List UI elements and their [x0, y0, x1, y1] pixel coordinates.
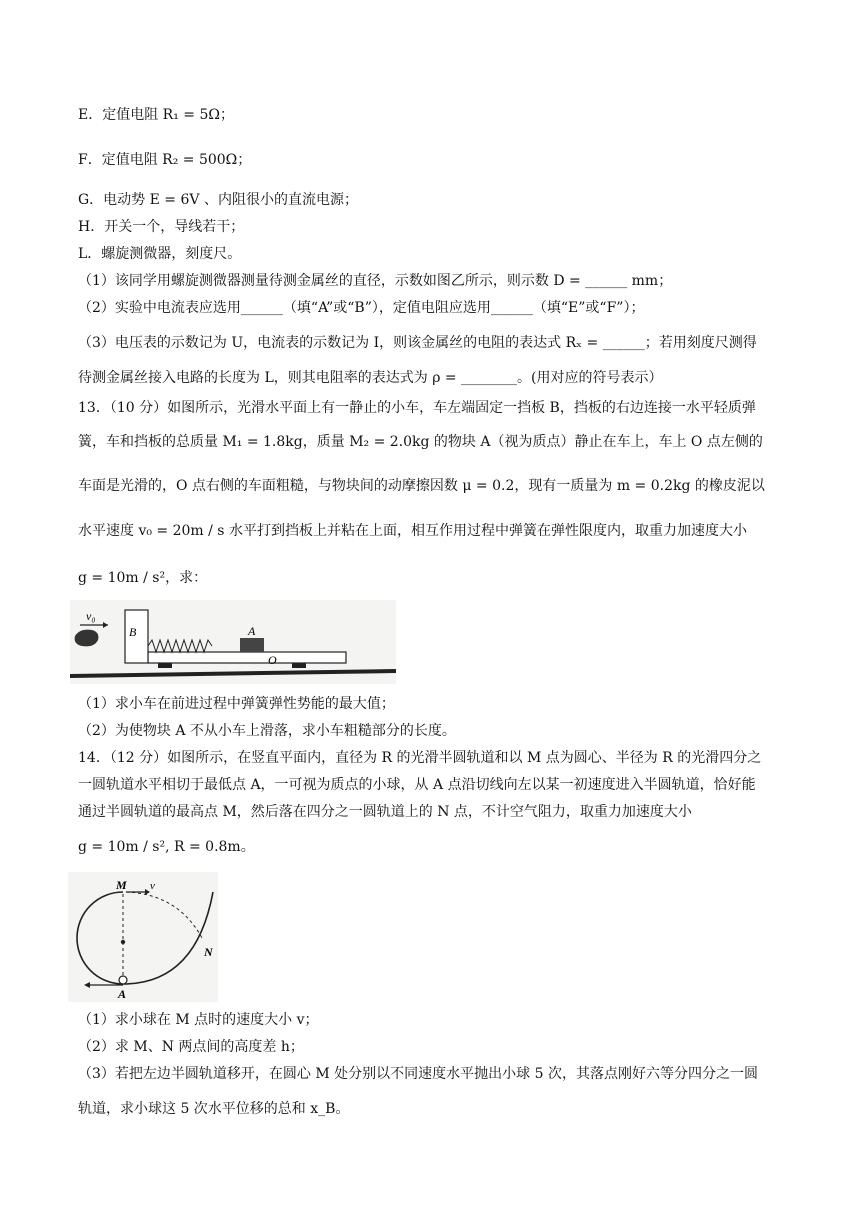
- problem-13-line4: 水平速度 v₀ = 20m / s 水平打到挡板上并粘在上面，相互作用过程中弹簧在弹性限度内，取重力加速度大小: [78, 523, 747, 539]
- problem-13-line5: g = 10m / s²，求：: [78, 570, 208, 586]
- question-12-3-line1: （3）电压表的示数记为 U，电流表的示数记为 I，则该金属丝的电阻的表达式 Rₓ = ______；若用刻度尺测得: [78, 335, 757, 351]
- problem-14-line4: g = 10m / s², R = 0.8m。: [78, 839, 255, 855]
- question-12-1: （1）该同学用螺旋测微器测量待测金属丝的直径，示数如图乙所示，则示数 D = ______ mm；: [78, 273, 673, 289]
- svg-text:O: O: [268, 653, 277, 667]
- option-l: L．螺旋测微器，刻度尺。: [78, 246, 242, 262]
- svg-text:B: B: [129, 625, 137, 639]
- problem-14-question-3-line2: 轨道，求小球这 5 次水平位移的总和 x_B。: [78, 1101, 350, 1117]
- option-e: E．定值电阻 R₁ = 5Ω；: [78, 107, 234, 123]
- problem-13-line2: 簧，车和挡板的总质量 M₁ = 1.8kg，质量 M₂ = 2.0kg 的物块 A（视为质点）静止在车上，车上 O 点左侧的: [78, 434, 763, 450]
- problem-13-line3: 车面是光滑的，O 点右侧的车面粗糙，与物块间的动摩擦因数 μ = 0.2，现有一质量为 m = 0.2kg 的橡皮泥以: [78, 478, 765, 494]
- problem-14-question-3-line1: （3）若把左边半圆轨道移开，在圆心 M 处分别以不同速度水平抛出小球 5 次，其落点刚好六等分四分之一圆: [78, 1066, 758, 1082]
- problem-14-line1: 14．（12 分）如图所示，在竖直平面内，直径为 R 的光滑半圆轨道和以 M 点为圆心、半径为 R 的光滑四分之: [78, 750, 762, 766]
- problem-14-line2: 一圆轨道水平相切于最低点 A，一可视为质点的小球，从 A 点沿切线向左以某一初速度进入半圆轨道，恰好能: [78, 777, 756, 793]
- svg-text:v: v: [150, 880, 155, 892]
- svg-text:A: A: [118, 987, 127, 1001]
- svg-text:N: N: [204, 945, 213, 959]
- svg-text:v₀: v₀: [86, 609, 96, 623]
- problem-14-question-1: （1）求小球在 M 点时的速度大小 v；: [78, 1012, 319, 1028]
- svg-text:A: A: [248, 624, 256, 638]
- question-12-2: （2）实验中电流表应选用______（填“A”或“B”），定值电阻应选用______（填“E”或“F”）；: [78, 300, 645, 316]
- problem-14-line3: 通过半圆轨道的最高点 M，然后落在四分之一圆轨道上的 N 点，不计空气阻力，取重力加速度大小: [78, 804, 692, 820]
- figure-14-track: [68, 872, 218, 1002]
- figure-13-cart: [70, 600, 396, 684]
- option-f: F．定值电阻 R₂ = 500Ω；: [78, 152, 252, 168]
- question-12-3-line2: 待测金属丝接入电路的长度为 L，则其电阻率的表达式为 ρ = ________。(用对应的符号表示）: [78, 370, 663, 386]
- svg-text:M: M: [116, 878, 127, 892]
- option-g: G．电动势 E = 6V 、内阻很小的直流电源；: [78, 192, 358, 208]
- option-h: H．开关一个，导线若干；: [78, 219, 245, 235]
- problem-13-question-1: （1）求小车在前进过程中弹簧弹性势能的最大值；: [78, 696, 395, 712]
- problem-14-question-2: （2）求 M、N 两点间的高度差 h；: [78, 1039, 304, 1055]
- problem-13-question-2: （2）为使物块 A 不从小车上滑落，求小车粗糙部分的长度。: [78, 723, 456, 739]
- problem-13-line1: 13．（10 分）如图所示，光滑水平面上有一静止的小车，车左端固定一挡板 B，挡板的右边连接一水平轻质弹: [78, 400, 756, 416]
